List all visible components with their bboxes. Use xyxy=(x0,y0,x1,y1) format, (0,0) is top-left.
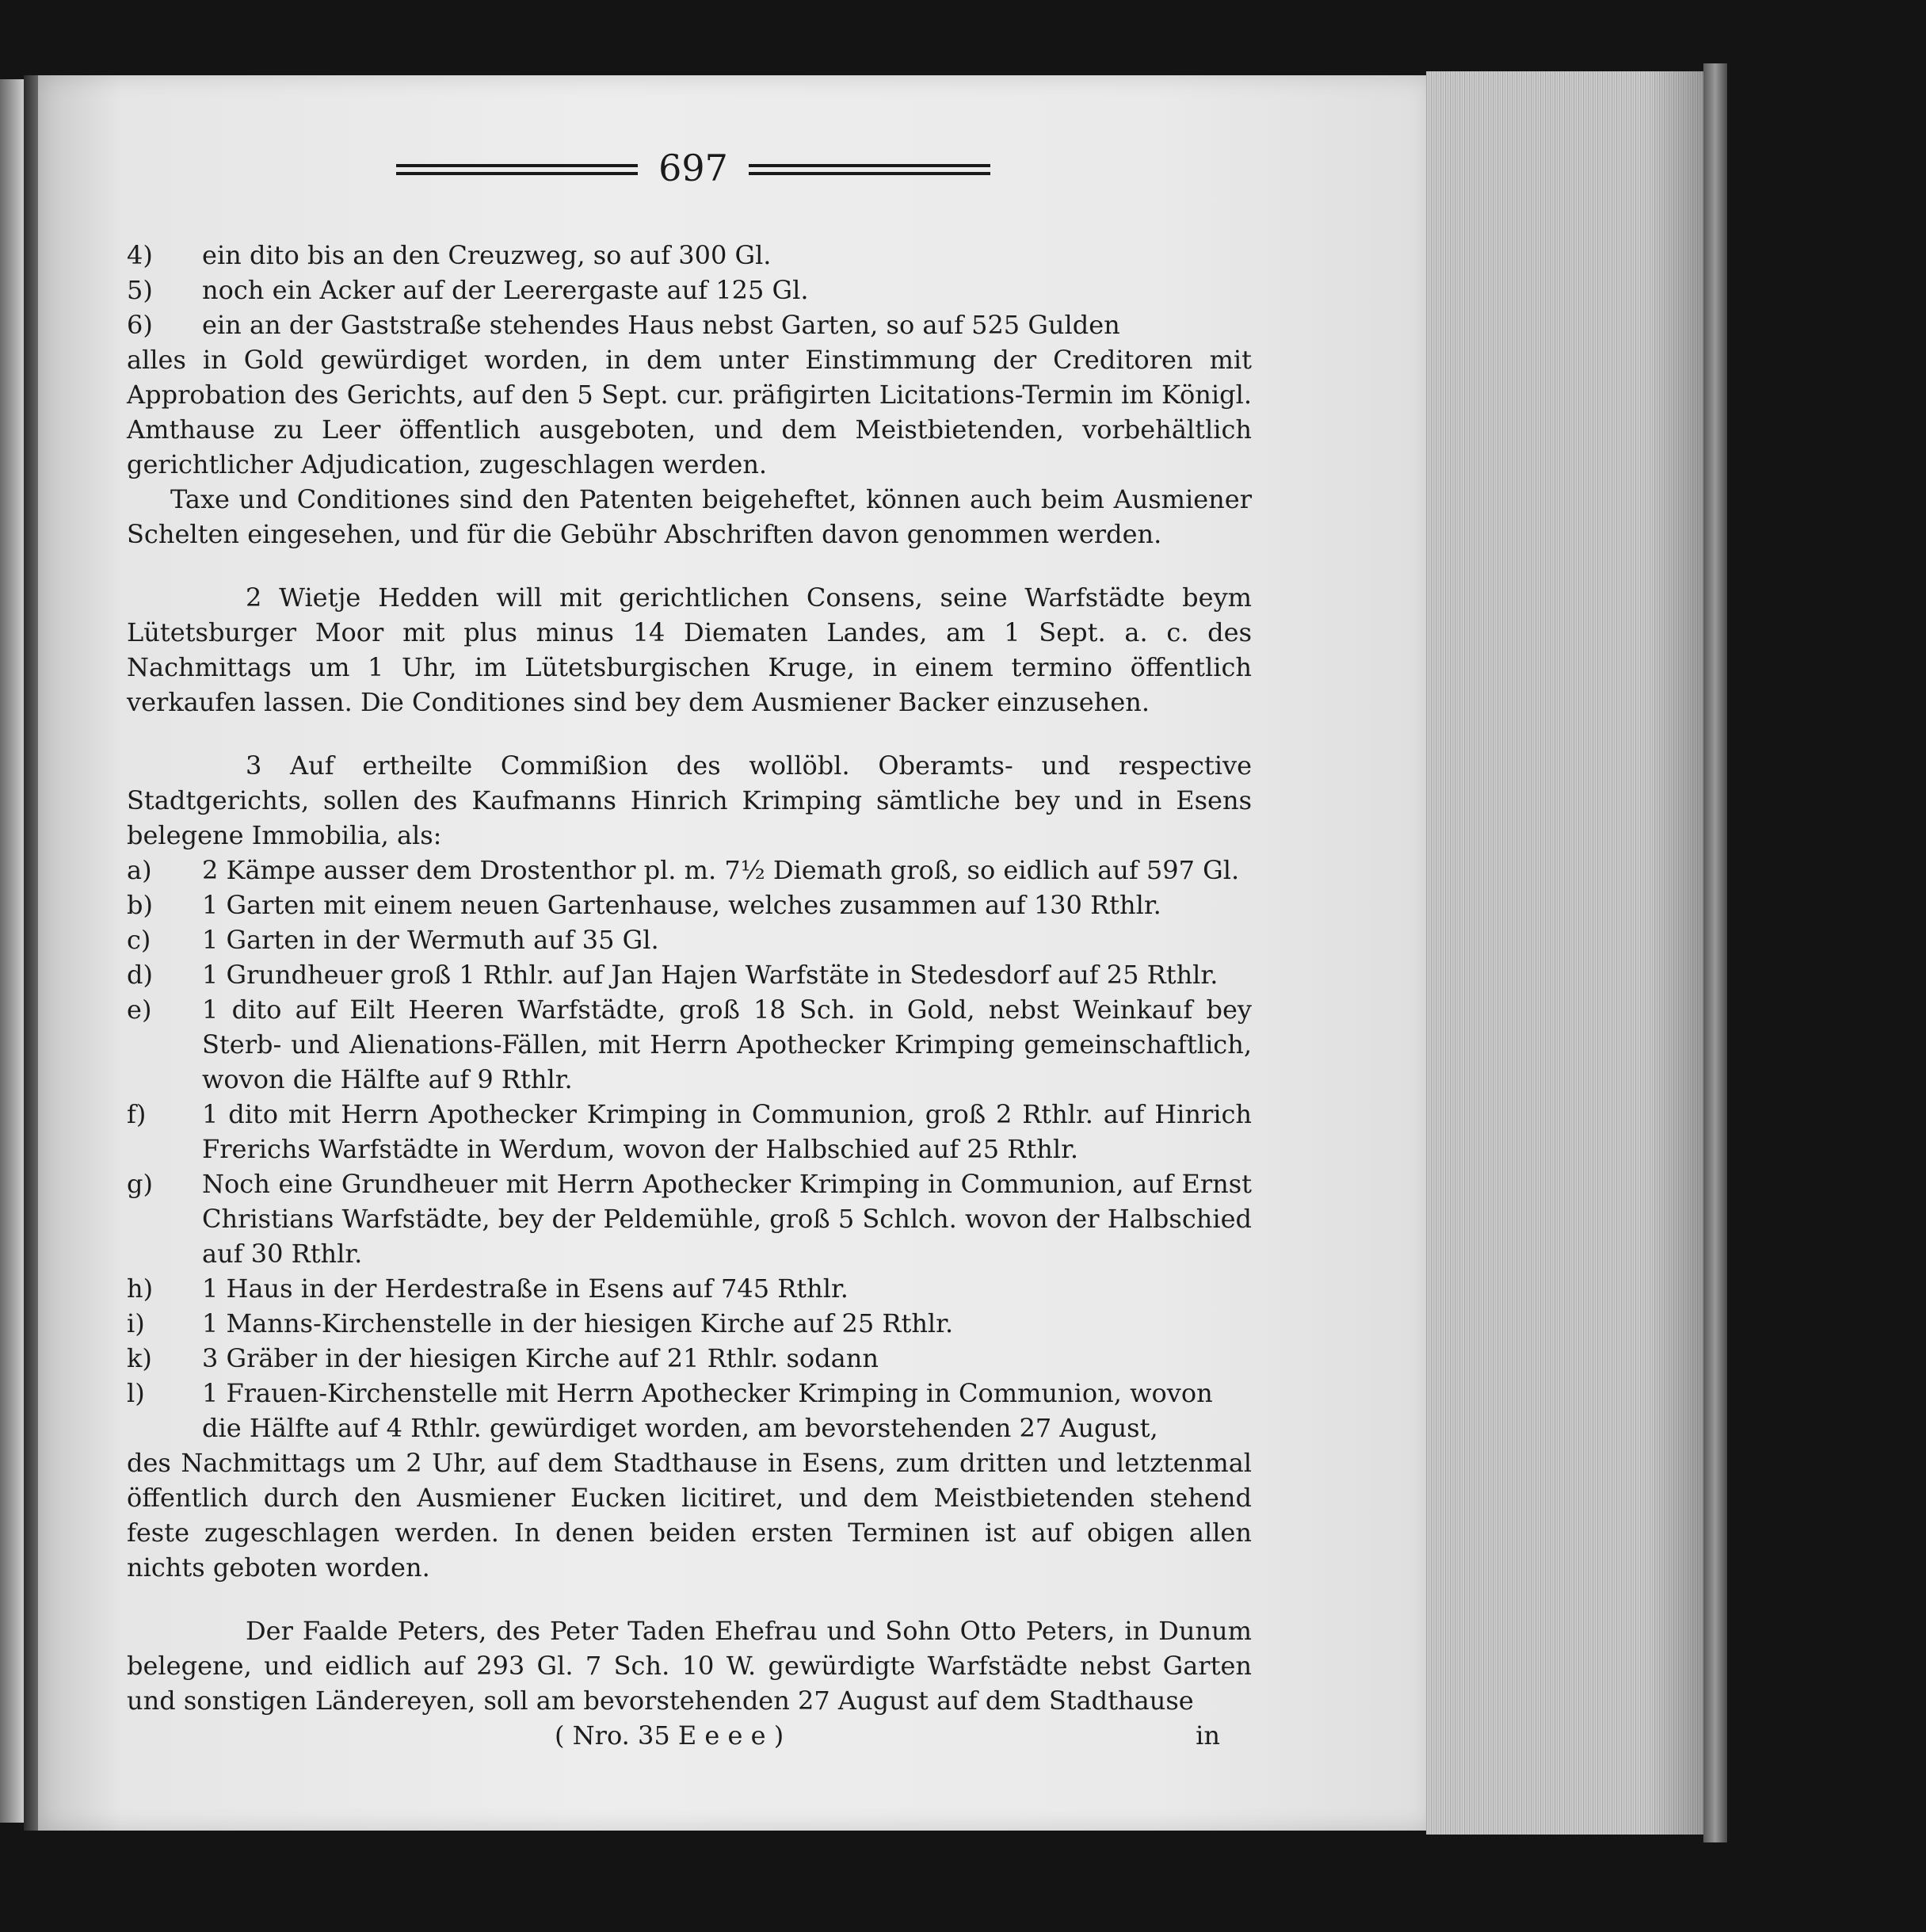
item-text: ein an der Gaststraße stehendes Haus nebst Garten, so auf 525 Gulden xyxy=(202,310,1120,340)
list-item xyxy=(127,1271,1252,1306)
item-text: 3 Gräber in der hiesigen Kirche auf 21 Rthlr. sodann xyxy=(202,1343,879,1373)
page-body xyxy=(127,238,1252,1753)
item-text: 1 Grundheuer groß 1 Rthlr. auf Jan Hajen Warfstäte in Stedesdorf auf 25 Rthlr. xyxy=(202,960,1219,990)
list-item xyxy=(127,1166,1252,1271)
spacer xyxy=(127,1585,1252,1613)
item-label: k) xyxy=(127,1343,152,1373)
list-item xyxy=(127,273,1252,307)
list-item xyxy=(127,1376,1252,1411)
page-number: 697 xyxy=(658,147,728,189)
item-text: 2 Kämpe ausser dem Drostenthor pl. m. 7½ Diemath groß, so eidlich auf 597 Gl. xyxy=(202,855,1240,885)
item-label: 4) xyxy=(127,240,153,270)
item-text: 1 Garten in der Wermuth auf 35 Gl. xyxy=(202,925,659,955)
list-item xyxy=(127,992,1252,1097)
item-label: d) xyxy=(127,960,153,990)
item-label: g) xyxy=(127,1169,153,1199)
item-label: c) xyxy=(127,925,151,955)
item-label: 6) xyxy=(127,310,153,340)
header-rule-right xyxy=(749,164,990,177)
list-item xyxy=(127,888,1252,922)
entry1-continuation: alles in Gold gewürdiget worden, in dem unter Einstimmung der Creditoren mit Approbation des Gerichts, auf den 5 Sept. cur. präfigirten Licitations-Termin im Königl. Amthause zu Leer öffentlich ausgeboten, und dem Meistbietenden, vorbehältlich gerichtlicher Adjudication, zugeschlagen werden. xyxy=(127,345,1252,479)
item-label: l) xyxy=(127,1378,145,1408)
catchword: in xyxy=(1196,1720,1220,1751)
item-text: 1 dito mit Herrn Apothecker Krimping in Communion, groß 2 Rthlr. auf Hinrich Frerichs Warfstädte in Werdum, wovon der Halbschied auf 25 Rthlr. xyxy=(202,1099,1252,1164)
item-label: e) xyxy=(127,995,152,1025)
list-item xyxy=(127,957,1252,992)
entry-4: Der Faalde Peters, des Peter Taden Ehefrau und Sohn Otto Peters, in Dunum belegene, und eidlich auf 293 Gl. 7 Sch. 10 W. gewürdigte Warfstädte nebst Garten und sonstigen Ländereyen, soll am bevorstehenden 27 August auf dem Stadthause xyxy=(127,1616,1252,1716)
item-label: h) xyxy=(127,1273,154,1304)
item-text: noch ein Acker auf der Leerergaste auf 125 Gl. xyxy=(202,275,809,305)
item-text: 1 Frauen-Kirchenstelle mit Herrn Apothecker Krimping in Communion, wovon xyxy=(202,1378,1213,1408)
item-label: 5) xyxy=(127,275,153,305)
entry1-taxe: Taxe und Conditiones sind den Patenten beigeheftet, können auch beim Ausmiener Schelten eingesehen, und für die Gebühr Abschriften davon genommen werden. xyxy=(127,484,1252,549)
item-text: Noch eine Grundheuer mit Herrn Apothecker Krimping in Communion, auf Ernst Christians Warfstädte, bey der Peldemühle, groß 5 Schlch. wovon der Halbschied auf 30 Rthlr. xyxy=(202,1169,1252,1269)
list-item xyxy=(127,853,1252,888)
item-text: 1 Manns-Kirchenstelle in der hiesigen Kirche auf 25 Rthlr. xyxy=(202,1308,954,1338)
list-item xyxy=(127,1306,1252,1341)
list-item-continuation: die Hälfte auf 4 Rthlr. gewürdiget worden, am bevorstehenden 27 August, xyxy=(202,1413,1158,1443)
item-text: 1 dito auf Eilt Heeren Warfstädte, groß 18 Sch. in Gold, nebst Weinkauf bey Sterb- und Alienations-Fällen, mit Herrn Apothecker Krimping gemeinschaftlich, wovon die Hälfte auf 9 Rthlr. xyxy=(202,995,1252,1094)
entry-3-continuation: des Nachmittags um 2 Uhr, auf dem Stadthause in Esens, zum dritten und letztenmal öffentlich durch den Ausmiener Eucken licitiret, und dem Meistbietenden stehend feste zugeschlagen werden. In denen beiden ersten Terminen ist auf obigen allen nichts geboten worden. xyxy=(127,1448,1252,1583)
signature-mark: ( Nro. 35 E e e e ) xyxy=(555,1720,784,1751)
item-label: a) xyxy=(127,855,152,885)
item-text: 1 Garten mit einem neuen Gartenhause, welches zusammen auf 130 Rthlr. xyxy=(202,890,1161,920)
list-item xyxy=(127,1097,1252,1166)
list-item xyxy=(127,922,1252,957)
item-label: f) xyxy=(127,1099,147,1129)
list-item xyxy=(127,307,1252,342)
spacer xyxy=(127,552,1252,580)
page-footer xyxy=(127,1718,1252,1753)
entry-3-intro: 3 Auf ertheilte Commißion des wollöbl. Oberamts- und respective Stadtgerichts, sollen des Kaufmanns Hinrich Krimping sämtliche bey und in Esens belegene Immobilia, als: xyxy=(127,750,1252,850)
list-item xyxy=(127,1341,1252,1376)
item-label: b) xyxy=(127,890,153,920)
spacer xyxy=(127,720,1252,748)
header-rule-left xyxy=(396,164,638,177)
book-cover-edge xyxy=(1703,63,1727,1842)
item-label: i) xyxy=(127,1308,145,1338)
entry-2: 2 Wietje Hedden will mit gerichtlichen Consens, seine Warfstädte beym Lütetsburger Moor mit plus minus 14 Diematen Landes, am 1 Sept. a. c. des Nachmittags um 1 Uhr, im Lütetsburgischen Kruge, in einem termino öffentlich verkaufen lassen. Die Conditiones sind bey dem Ausmiener Backer einzusehen. xyxy=(127,582,1252,717)
item-text: 1 Haus in der Herdestraße in Esens auf 745 Rthlr. xyxy=(202,1273,849,1304)
page-header xyxy=(396,147,990,194)
list-item xyxy=(127,238,1252,273)
item-text: ein dito bis an den Creuzweg, so auf 300 Gl. xyxy=(202,240,772,270)
